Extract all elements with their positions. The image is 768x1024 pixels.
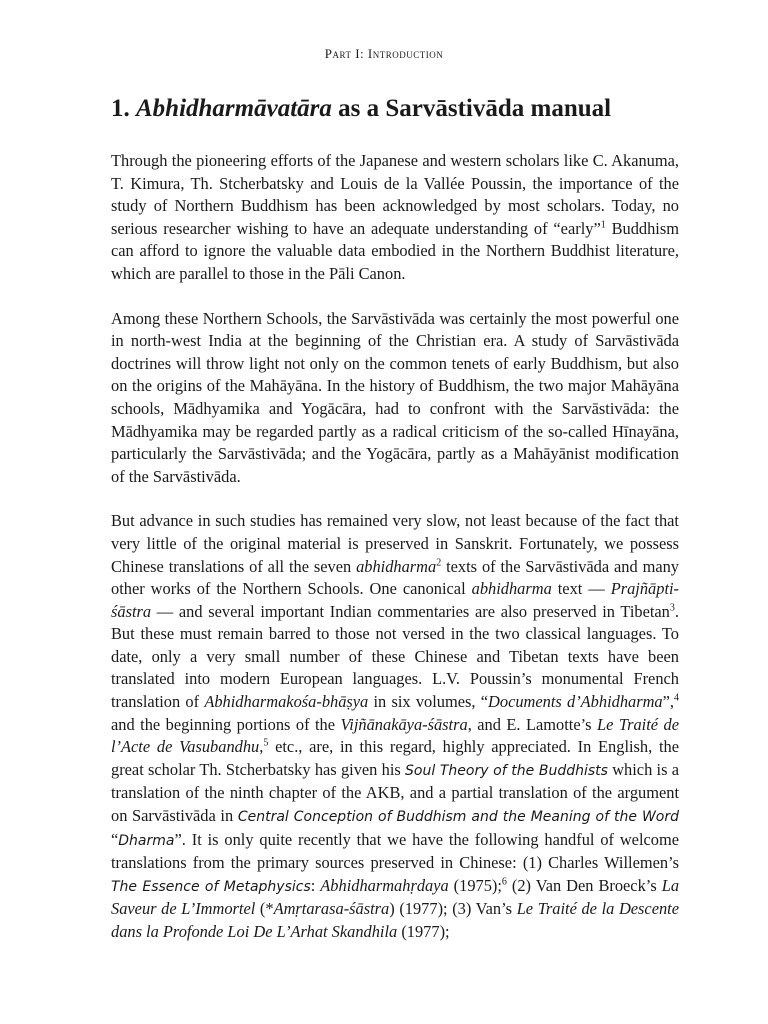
p3-text: , and E. Lamotte’s: [467, 714, 598, 734]
p3-text: text —: [551, 579, 611, 599]
p3-text: (1975);: [448, 875, 502, 895]
p3-term: Soul Theory of the Buddhists: [405, 762, 608, 779]
p3-term: bhāṣya: [321, 692, 369, 712]
paragraph-2: Among these Northern Schools, the Sarvāstivāda was certainly the most powerful one in north-west India at the beginning of the Christian era. A study of Sarvāstivāda doctrines will throw light not only on the common tenets of early Buddhism, but also on the origins of the Mahāyāna. In the history of Buddhism, the two major Mahāyāna schools, Mādhyamika and Yogācāra, had to confront with the Sarvāstivāda: the Mādhyamika may be regarded partly as a radical criticism of the so-called Hīnayāna, particularly the Sarvāstivāda; and the Yogācāra, partly as a Mahāyānist modification of the Sarvāstivāda.: [111, 308, 679, 486]
p3-term: The Essence of Metaphysics: [111, 878, 311, 895]
p3-text: texts of the Sarvāstivāda and many other works of the Northern Schools. One canonical: [111, 556, 679, 599]
p3-term: Central Conception of Buddhism and the Meaning of the Word: [237, 809, 679, 826]
footnote-ref-2: 2: [436, 557, 442, 569]
p3-term: abhidharma: [356, 556, 437, 576]
p3-term: abhidharma: [471, 579, 552, 599]
chapter-number: 1.: [111, 95, 130, 122]
chapter-title-italic: Abhidharmāvatāra: [136, 95, 332, 122]
running-head: Part I: Introduction: [324, 46, 444, 61]
p3-term: Le Traité de la Descente dans la Profonde Loi De L’Arhat Skandhila: [111, 899, 680, 941]
p3-text: (*: [255, 899, 274, 919]
footnote-ref-6: 6: [501, 876, 507, 888]
footnote-ref-1: 1: [600, 219, 606, 231]
p3-text: (1977);: [397, 922, 450, 941]
paragraph-1-text: Through the pioneering efforts of the Japanese and western scholars like C. Akanuma, T. Kimura, Th. Stcherbatsky and Louis de la Vallée Poussin, the importance of the study of Northern Buddhism has been acknowledged by most scholars. Today, no serious researcher wishing to have an adequate understanding of “early”: [111, 151, 679, 238]
p3-text: ) (1977); (3) Van’s: [389, 899, 517, 919]
p3-text: etc., are, in this regard, highly appreciated. In English, the great scholar Th. Stcherbatsky has given his: [111, 737, 679, 779]
p3-text: . But these must remain barred to those not versed in the two classical languages. To date, only a very small number of these Chinese and Tibetan texts have been translated into modern European languages. L.V. Poussin’s monumental French translation of: [111, 601, 679, 712]
p3-term: Abhidharmahṛdaya: [320, 875, 449, 895]
p3-term: La Saveur de L’Immortel: [111, 875, 680, 919]
p3-text: -: [343, 899, 350, 919]
p3-text: (2) Van Den Broeck’s: [506, 875, 662, 895]
p3-text: ”,: [662, 692, 674, 712]
p3-term: śāstra: [349, 899, 390, 919]
p3-text: and the beginning portions of the: [111, 714, 341, 734]
p3-term: Dharma: [118, 832, 175, 849]
paragraph-1-text-b: Buddhism can afford to ignore the valuable data embodied in the Northern Buddhist literature, which are parallel to those in the Pāli Canon.: [111, 218, 679, 283]
p3-text: ”. It is only quite recently that we have the following handful of welcome translations from the primary sources preserved in Chinese: (1) Charles Willemen’s: [111, 829, 679, 873]
p3-term: Prajñāpti-śāstra: [111, 579, 680, 621]
p3-text: :: [310, 875, 321, 895]
p3-term: Amṛtarasa: [273, 899, 344, 919]
chapter-title-rest: as a Sarvāstivāda manual: [331, 95, 612, 122]
p3-text: But advance in such studies has remained very slow, not least because of the fact that very little of the original material is preserved in Sanskrit. Fortunately, we possess Chinese translations of all the seven: [111, 511, 679, 576]
footnote-ref-5: 5: [263, 737, 269, 749]
p3-text: “: [111, 829, 119, 849]
p3-term: Documents d’Abhidharma: [488, 692, 663, 712]
p3-text: — and several important Indian commentaries are also preserved in Tibetan: [151, 601, 670, 621]
p3-text: ,: [259, 737, 264, 757]
footnote-ref-4: 4: [674, 692, 679, 704]
chapter-title: [111, 94, 691, 124]
footnote-ref-3: 3: [669, 602, 675, 614]
paragraph-3: [111, 510, 679, 943]
body-text: [111, 150, 679, 944]
p3-text: which is a translation of the ninth chapter of the AKB, and a partial translation of the argument on Sarvāstivāda in: [111, 759, 679, 826]
p3-text: in six volumes, “: [368, 692, 489, 712]
paragraph-1: [111, 150, 679, 286]
p3-term: Vijñānakāya-śāstra: [340, 714, 468, 734]
p3-term: Le Traité de l’Acte de Vasubandhu: [111, 714, 679, 757]
p3-term: Abhidharmakośa: [204, 692, 317, 712]
p3-text: -: [316, 692, 322, 712]
